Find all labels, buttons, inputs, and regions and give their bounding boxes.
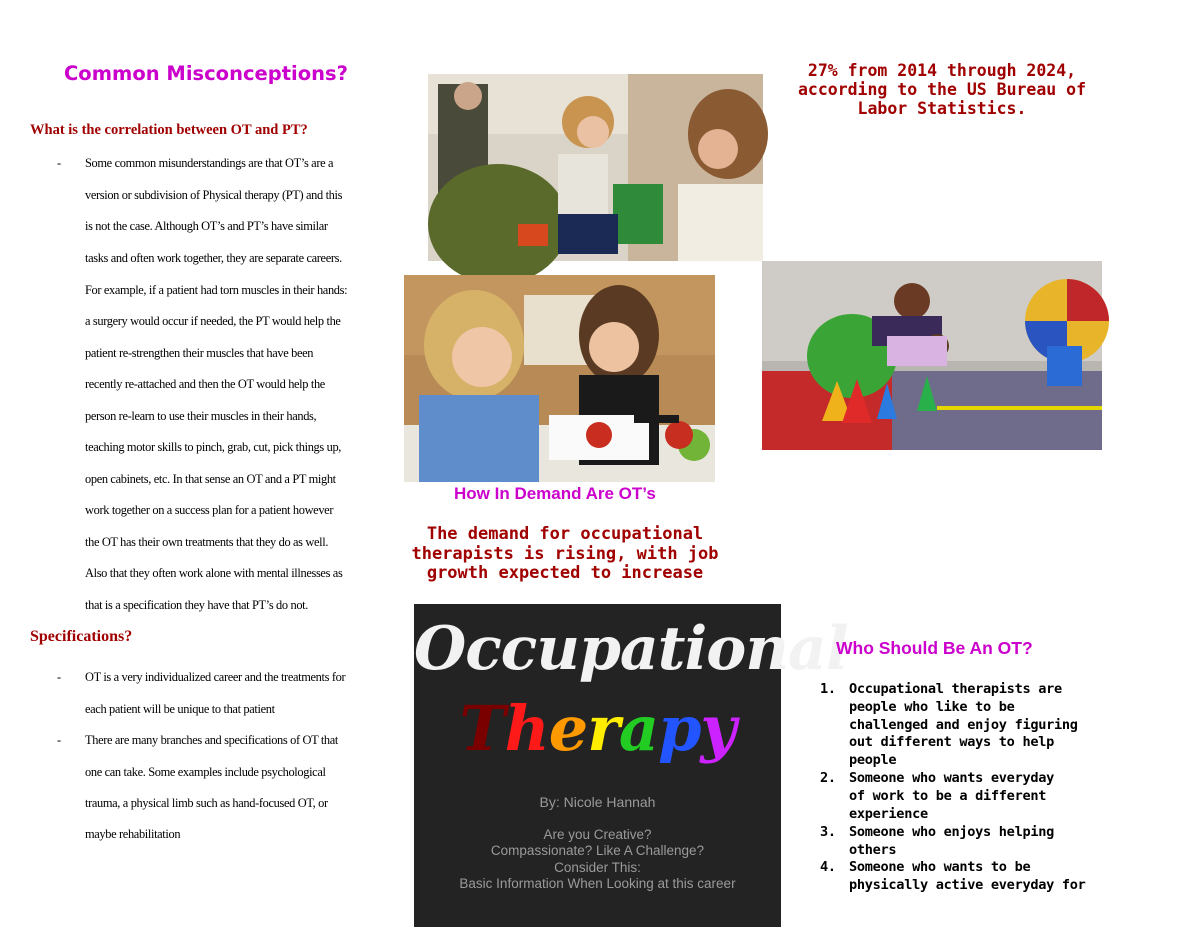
therapy-letter: e: [548, 692, 588, 765]
list-number: 2.: [820, 770, 836, 786]
paragraph-line: patient re-strengthen their muscles that have been: [85, 346, 314, 360]
paragraph-line: work together on a success plan for a patient however: [85, 503, 334, 517]
paragraph-line: tasks and often work together, they are separate careers.: [85, 251, 342, 265]
paragraph-line: a surgery would occur if needed, the PT would help the: [85, 314, 341, 328]
therapy-letter: y: [700, 692, 736, 765]
paragraph-line: Some common misunderstandings are that OT’s are a: [85, 156, 334, 170]
job-growth-stat: [772, 61, 1112, 118]
question-ot-pt-heading: What is the correlation between OT and PT?: [30, 122, 308, 138]
paragraph-line: For example, if a patient had torn muscles in their hands:: [85, 283, 348, 297]
stat-line: Labor Statistics.: [857, 99, 1027, 118]
paragraph-line: version or subdivision of Physical therapy (PT) and this: [85, 188, 343, 202]
list-item-line: of work to be a different: [849, 787, 1047, 804]
list-dash: -: [57, 156, 61, 170]
list-item-line: maybe rehabilitation: [85, 827, 181, 841]
therapy-letter: a: [618, 692, 659, 765]
paragraph-line: teaching motor skills to pinch, grab, cut, pick things up,: [85, 440, 342, 454]
cover-line: Are you Creative?: [543, 827, 652, 842]
list-item-line: physically active everyday for: [849, 876, 1086, 893]
therapy-letter: r: [587, 692, 619, 765]
list-item-line: Someone who wants to be: [849, 859, 1031, 875]
cover-byline: By: Nicole Hannah: [539, 794, 656, 810]
therapy-letter: p: [658, 692, 701, 765]
list-item-line: challenged and enjoy figuring: [849, 716, 1078, 733]
list-item-line: Someone who wants everyday: [849, 770, 1054, 786]
list-item-line: Someone who enjoys helping: [849, 824, 1054, 840]
list-item-line: Occupational therapists are: [849, 681, 1062, 697]
list-item-line: experience: [849, 805, 928, 822]
list-item-line: OT is a very individualized career and the treatments for: [85, 670, 346, 684]
photo-apple-cutting-session: [404, 275, 715, 482]
demand-paragraph: [404, 525, 726, 584]
paragraph-line: person re-learn to use their muscles in their hands,: [85, 409, 317, 423]
paragraph-line: is not the case. Although OT’s and PT’s have similar: [85, 219, 328, 233]
photo-therapist-child-swing: [428, 74, 763, 261]
list-number: 4.: [820, 859, 836, 875]
paragraph-line: Also that they often work alone with mental illnesses as: [85, 566, 343, 580]
stat-line: 27% from 2014 through 2024,: [807, 61, 1077, 80]
paragraph-line: the OT has their own treatments that they do as well.: [85, 535, 329, 549]
misconceptions-title: Common Misconceptions?: [64, 62, 348, 85]
demand-line: The demand for occupational: [426, 524, 704, 544]
paragraph-line: open cabinets, etc. In that sense an OT and a PT might: [85, 472, 336, 486]
cover-title: Occupational: [414, 614, 848, 684]
list-item-line: There are many branches and specifications of OT that: [85, 733, 339, 747]
cover-line: Basic Information When Looking at this career: [459, 876, 736, 891]
list-dash: -: [57, 733, 61, 747]
paragraph-line: that is a specification they have that PT’s do not.: [85, 598, 309, 612]
list-item-line: people: [849, 752, 897, 769]
demand-line: growth expected to increase: [426, 563, 704, 583]
therapy-letter: T: [459, 692, 505, 765]
therapy-letter: h: [504, 692, 549, 765]
list-item-line: others: [849, 841, 897, 858]
cover-line: Consider This:: [554, 860, 641, 875]
paragraph-line: recently re-attached and then the OT would help the: [85, 377, 325, 391]
list-item-line: one can take. Some examples include psychological: [85, 765, 326, 779]
specifications-heading: Specifications?: [30, 628, 133, 645]
list-item-line: trauma, a physical limb such as hand-focused OT, or: [85, 796, 328, 810]
brochure-cover: [414, 604, 848, 927]
list-item-line: out different ways to help: [849, 734, 1054, 751]
list-number: 1.: [820, 681, 836, 697]
cover-line: Compassionate? Like A Challenge?: [490, 843, 705, 858]
list-number: 3.: [820, 824, 836, 840]
who-should-be-ot-heading: Who Should Be An OT?: [836, 638, 1033, 658]
stat-line: according to the US Bureau of: [797, 80, 1087, 99]
photo-therapy-ball-cones: [762, 261, 1102, 450]
demand-line: therapists is rising, with job: [411, 543, 719, 564]
list-dash: -: [57, 670, 61, 684]
demand-heading: How In Demand Are OT’s: [454, 484, 656, 503]
cover-therapy-word: [414, 692, 781, 765]
list-item-line: each patient will be unique to that patient: [85, 702, 275, 716]
list-item-line: people who like to be: [849, 698, 1015, 715]
